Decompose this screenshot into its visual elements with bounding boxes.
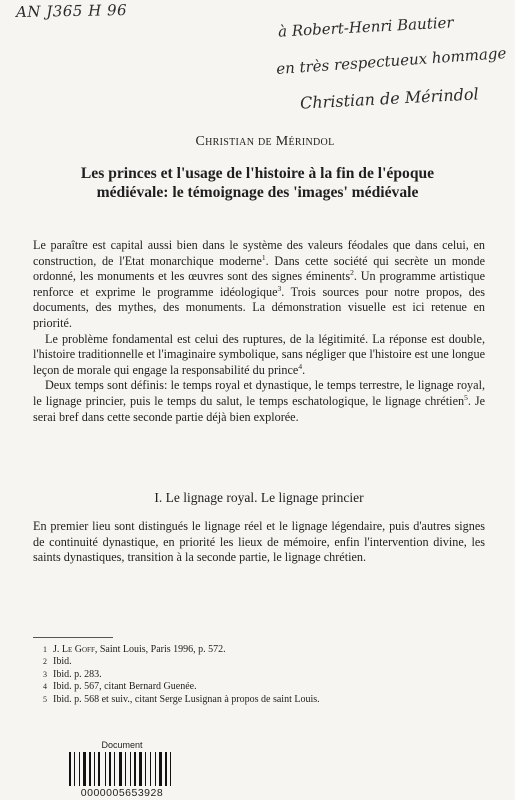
barcode-label	[65, 740, 179, 799]
barcode-bar	[109, 752, 111, 786]
paragraph-2: Le problème fondamental est celui des ruptures, de la légitimité. La réponse est double, l'histoire traditionnelle et l'imaginaire symbolique, sans négliger que l'histoire est une longue leçon de morale qui engage la responsabilité du prince$^4$.	[33, 331, 486, 377]
footnote-ref-3[interactable]: 3	[277, 283, 282, 293]
barcode-bar	[143, 752, 144, 786]
barcode-bar	[123, 752, 124, 786]
barcode-bar	[137, 752, 138, 786]
author-name: Christian de Mérindol	[195, 134, 335, 149]
paragraph-3: Deux temps sont définis: le temps royal et dynastique, le temps terrestre, le lignage royal, le lignage princier, puis le temps du salut, le temps eschatologique, le lignage chrétien$^5$. Je serai bref dans cette seconde partie déjà bien explorée.	[33, 378, 485, 424]
barcode-bar	[89, 752, 91, 786]
footnote: 5 Ibid. p. 568 et suiv., citant Serge Lusignan à propos de saint Louis.	[43, 693, 320, 705]
barcode-bar	[92, 752, 93, 786]
footnote-divider	[33, 637, 113, 638]
barcode-bar	[114, 752, 115, 786]
barcode-bar	[119, 752, 122, 786]
barcode-bar	[98, 752, 100, 786]
section-paragraph-1: En premier lieu sont distingués le lignage réel et le lignage légendaire, puis d'autres signes de continuité dynastique, en priorité les lieux de mémoire, enfin l'intervention divine, les saints dynastiques, transition à la seconde partie, le lignage chrétien.	[33, 519, 485, 565]
title-line-2: médiévale: le témoignage des 'images' médiévale	[96, 184, 419, 201]
handwritten-shelfmark: AN J365 H 96	[15, 1, 128, 21]
barcode-bar	[145, 752, 146, 786]
title-line-1: Les princes et l'usage de l'histoire à la fin de l'époque	[80, 165, 435, 182]
footnote: 1 J. Le Goff, Saint Louis, Paris 1996, p. 572.	[43, 644, 226, 655]
barcode-bar	[172, 752, 174, 786]
barcode-bar	[81, 752, 82, 786]
section-heading: I. Le lignage royal. Le lignage princier	[154, 490, 364, 505]
paragraph-1: Le paraître est capital aussi bien dans le système des valeurs féodales que dans celui, en construction, de l'Etat monarchique moderne$^1$. Dans cette société qui secrète un monde ordonné, les monuments et les œuvres sont des signes éminents$^2$. Un programme artistique renforce et exprime le programme idéologique$^3$. Trois sources pour notre propos, des documents, des mythes, des monuments. La démonstration visuelle est ici retenue en priorité.	[33, 238, 485, 330]
barcode-bar	[107, 752, 108, 786]
barcode-bar	[127, 752, 129, 786]
barcode-title: Document	[101, 740, 143, 750]
handwritten-signature: Christian de Mérindol	[299, 84, 480, 113]
barcode-bar	[69, 752, 71, 786]
barcode-bar	[134, 752, 136, 786]
barcode-bar	[170, 752, 171, 786]
barcode-bar	[72, 752, 73, 786]
barcode-bar	[139, 752, 142, 786]
barcode-bar	[132, 752, 133, 786]
barcode-bar	[105, 752, 106, 786]
barcode-bar	[130, 752, 131, 786]
section-body	[33, 519, 485, 566]
barcode-bar	[74, 752, 75, 786]
barcode-bar	[125, 752, 126, 786]
barcode-bar	[163, 752, 164, 786]
introduction	[33, 238, 485, 425]
barcode-bar	[155, 752, 156, 786]
barcode-bar	[159, 752, 162, 786]
barcode-bar	[112, 752, 113, 786]
barcode-number: 0000005653928	[80, 787, 164, 799]
handwritten-dedication-line-1: à Robert-Henri Bautier	[277, 13, 454, 41]
barcode-bars	[65, 752, 179, 786]
footnote: 3 Ibid. p. 283.	[43, 668, 102, 680]
barcode-bar	[168, 752, 169, 786]
barcode-bar	[165, 752, 167, 786]
barcode-bar	[116, 752, 118, 786]
footnote-ref-4[interactable]: 4	[298, 361, 303, 371]
footnote: 2 Ibid.	[43, 656, 72, 668]
handwritten-dedication-line-2: en très respectueux hommage	[275, 43, 507, 79]
article-title	[40, 164, 475, 202]
barcode-bar	[79, 752, 80, 786]
barcode-bar	[83, 752, 86, 786]
barcode-bar	[87, 752, 88, 786]
footnotes	[33, 644, 485, 706]
barcode-bar	[96, 752, 97, 786]
barcode-bar	[150, 752, 151, 786]
footnote-ref-5[interactable]: 5	[464, 392, 468, 402]
barcode-bar	[101, 752, 104, 786]
barcode-bar	[152, 752, 154, 786]
footnote: 4 Ibid. p. 567, citant Bernard Guenée.	[43, 681, 197, 693]
barcode-bar	[94, 752, 95, 786]
barcode-bar	[76, 752, 78, 786]
footnote-ref-2[interactable]: 2	[350, 268, 354, 278]
barcode-bar	[157, 752, 158, 786]
footnote-ref-1[interactable]: 1	[261, 252, 266, 262]
barcode-bar	[147, 752, 149, 786]
